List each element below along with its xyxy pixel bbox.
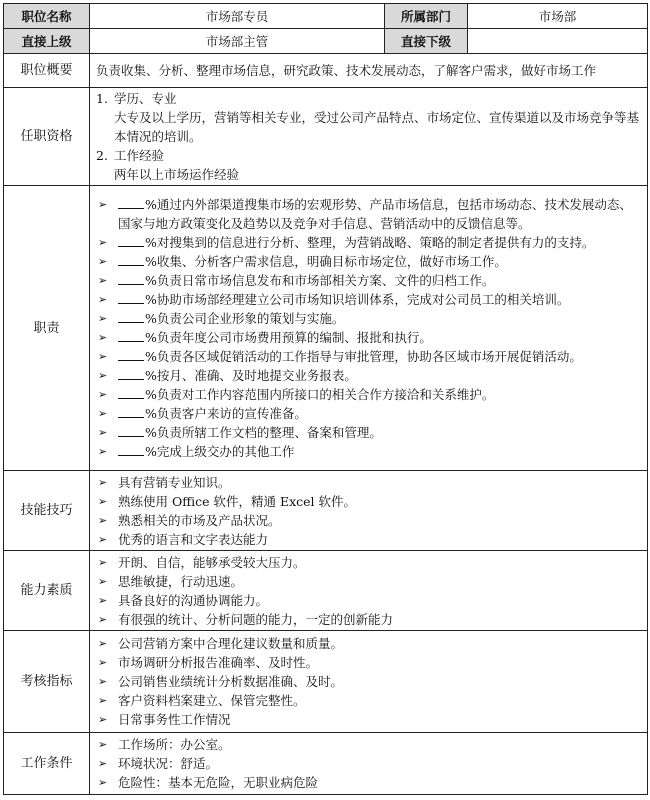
bullet-arrow-icon: ➢ — [98, 574, 108, 588]
abilities-list — [96, 553, 641, 629]
qualifications-row — [4, 88, 648, 186]
qualification-item — [96, 89, 641, 108]
header-row-2 — [4, 29, 648, 54]
bullet-text: 开朗、自信，能够承受较大压力。 — [118, 554, 306, 570]
percentage-blank — [118, 234, 144, 247]
bullet-item — [96, 511, 641, 530]
bullet-arrow-icon: ➢ — [98, 198, 108, 211]
percentage-blank — [118, 196, 144, 209]
overview-row — [4, 54, 648, 88]
overview-label: 职位概要 — [4, 54, 90, 88]
bullet-text: %负责日常市场信息发布和市场部相关方案、文件的归档工作。 — [145, 273, 495, 288]
bullet-item — [96, 252, 641, 271]
percentage-blank — [118, 348, 144, 361]
percentage-blank — [118, 443, 144, 456]
qualifications-label: 任职资格 — [4, 88, 90, 186]
bullet-arrow-icon: ➢ — [98, 388, 108, 401]
direct-superior-value: 市场部主管 — [90, 29, 385, 54]
kpis-row — [4, 631, 648, 733]
bullet-text: %协助市场部经理建立公司市场知识培训体系，完成对公司员工的相关培训。 — [145, 292, 570, 307]
bullet-arrow-icon: ➢ — [98, 532, 108, 546]
bullet-arrow-icon: ➢ — [98, 445, 108, 458]
abilities-label: 能力素质 — [4, 551, 90, 631]
bullet-arrow-icon: ➢ — [98, 236, 108, 249]
bullet-text: %按月、准确、及时地提交业务报表。 — [145, 368, 357, 383]
abilities-row — [4, 551, 648, 631]
percentage-blank — [118, 253, 144, 266]
item-number: 1. — [96, 91, 108, 106]
job-title-value: 市场部专员 — [90, 4, 385, 29]
bullet-text: 熟练使用 Office 软件，精通 Excel 软件。 — [118, 493, 356, 509]
department-value: 市场部 — [468, 4, 648, 29]
bullet-text: 客户资料档案建立、保管完整性。 — [118, 693, 306, 708]
bullet-item — [96, 691, 641, 710]
bullet-text: 有很强的统计、分析问题的能力，一定的创新能力 — [118, 611, 394, 627]
bullet-arrow-icon: ➢ — [98, 656, 108, 669]
skills-label: 技能技巧 — [4, 471, 90, 551]
bullet-item — [96, 754, 641, 773]
bullet-text: 具备良好的沟通协调能力。 — [118, 592, 269, 608]
skills-row — [4, 471, 648, 551]
bullet-item — [96, 492, 641, 511]
bullet-arrow-icon: ➢ — [98, 675, 108, 688]
bullet-text: 市场调研分析报告准确率、及时性。 — [118, 655, 319, 670]
percentage-blank — [118, 272, 144, 285]
bullet-arrow-icon: ➢ — [98, 494, 108, 508]
conditions-list — [96, 735, 641, 792]
bullet-arrow-icon: ➢ — [98, 513, 108, 527]
bullet-arrow-icon: ➢ — [98, 757, 108, 770]
bullet-arrow-icon: ➢ — [98, 738, 108, 751]
percentage-blank — [118, 367, 144, 380]
bullet-item — [96, 271, 641, 290]
bullet-arrow-icon: ➢ — [98, 312, 108, 325]
bullet-arrow-icon: ➢ — [98, 593, 108, 607]
conditions-content — [90, 733, 648, 795]
bullet-arrow-icon: ➢ — [98, 475, 108, 489]
qualification-detail: 大专及以上学历，营销等相关专业，受过公司产品特点、市场定位、宣传渠道以及市场竞争等基本情况的培训。 — [114, 110, 640, 144]
bullet-item — [96, 385, 641, 404]
bullet-item — [96, 195, 641, 233]
direct-subordinate-value — [468, 29, 648, 54]
bullet-text: %负责年度公司市场费用预算的编制、报批和执行。 — [145, 330, 432, 345]
bullet-text: %负责公司企业形象的策划与实施。 — [145, 311, 345, 326]
bullet-text: %负责各区域促销活动的工作指导与审批管理，协助各区域市场开展促销活动。 — [145, 349, 582, 364]
conditions-label: 工作条件 — [4, 733, 90, 795]
kpis-label: 考核指标 — [4, 631, 90, 733]
bullet-item — [96, 442, 641, 461]
bullet-arrow-icon: ➢ — [98, 331, 108, 344]
bullet-text: %对搜集到的信息进行分析、整理，为营销战略、策略的制定者提供有力的支持。 — [145, 235, 595, 250]
duties-row — [4, 186, 648, 471]
abilities-content — [90, 551, 648, 631]
bullet-arrow-icon: ➢ — [98, 694, 108, 707]
bullet-arrow-icon: ➢ — [98, 350, 108, 363]
bullet-text: 优秀的语言和文字表达能力 — [118, 531, 269, 547]
header-row-1 — [4, 4, 648, 29]
bullet-text: %负责所辖工作文档的整理、备案和管理。 — [145, 425, 382, 440]
job-description-table — [3, 3, 648, 795]
bullet-text: 公司营销方案中合理化建议数量和质量。 — [118, 636, 344, 651]
bullet-arrow-icon: ➢ — [98, 274, 108, 287]
percentage-blank — [118, 424, 144, 437]
bullet-item — [96, 553, 641, 572]
kpis-content — [90, 631, 648, 733]
duties-list — [96, 195, 641, 461]
direct-subordinate-label: 直接下级 — [385, 29, 468, 54]
skills-content — [90, 471, 648, 551]
skills-list — [96, 473, 641, 549]
bullet-arrow-icon: ➢ — [98, 426, 108, 439]
bullet-text: 具有营销专业知识。 — [118, 474, 231, 490]
bullet-text: 危险性：基本无危险，无职业病危险 — [118, 775, 319, 790]
percentage-blank — [118, 310, 144, 323]
bullet-item — [96, 530, 641, 549]
bullet-text: 环境状况：舒适。 — [118, 756, 219, 771]
bullet-item — [96, 610, 641, 629]
bullet-item — [96, 591, 641, 610]
bullet-arrow-icon: ➢ — [98, 555, 108, 569]
duties-label: 职责 — [4, 186, 90, 471]
qualification-detail: 两年以上市场运作经验 — [114, 167, 240, 182]
bullet-item — [96, 290, 641, 309]
conditions-row — [4, 733, 648, 795]
qualification-item — [96, 146, 641, 165]
qualification-title: 学历、专业 — [114, 91, 177, 106]
bullet-arrow-icon: ➢ — [98, 713, 108, 726]
job-title-label: 职位名称 — [4, 4, 90, 29]
bullet-item — [96, 710, 641, 729]
bullet-item — [96, 634, 641, 653]
bullet-text: 思维敏捷，行动迅速。 — [118, 573, 244, 589]
bullet-text: %完成上级交办的其他工作 — [145, 444, 295, 459]
percentage-blank — [118, 405, 144, 418]
bullet-text: 工作场所：办公室。 — [118, 737, 231, 752]
item-number: 2. — [96, 148, 108, 163]
duties-content — [90, 186, 648, 471]
bullet-item — [96, 347, 641, 366]
bullet-arrow-icon: ➢ — [98, 637, 108, 650]
bullet-item — [96, 366, 641, 385]
bullet-item — [96, 233, 641, 252]
bullet-item — [96, 735, 641, 754]
bullet-arrow-icon: ➢ — [98, 407, 108, 420]
percentage-blank — [118, 291, 144, 304]
bullet-text: %收集、分析客户需求信息，明确目标市场定位，做好市场工作。 — [145, 254, 507, 269]
overview-text: 负责收集、分析、整理市场信息，研究政策、技术发展动态，了解客户需求，做好市场工作 — [90, 54, 648, 88]
bullet-text: %负责客户来访的宣传准备。 — [145, 406, 307, 421]
job-description-page — [3, 3, 647, 795]
bullet-text: 日常事务性工作情况 — [118, 712, 231, 727]
bullet-text: 熟悉相关的市场及产品状况。 — [118, 512, 281, 528]
bullet-text: %负责对工作内容范围内所接口的相关合作方接洽和关系维护。 — [145, 387, 495, 402]
bullet-item — [96, 653, 641, 672]
bullet-item — [96, 404, 641, 423]
qualification-title: 工作经验 — [114, 148, 165, 163]
bullet-text: %通过内外部渠道搜集市场的宏观形势、产品市场信息，包括市场动态、技术发展动态、国家与地方政策变化及趋势以及竞争对手信息、营销活动中的反馈信息等。 — [118, 197, 632, 231]
bullet-item — [96, 672, 641, 691]
bullet-arrow-icon: ➢ — [98, 293, 108, 306]
bullet-arrow-icon: ➢ — [98, 776, 108, 789]
qualifications-content — [90, 88, 648, 186]
bullet-arrow-icon: ➢ — [98, 612, 108, 626]
bullet-item — [96, 773, 641, 792]
bullet-arrow-icon: ➢ — [98, 255, 108, 268]
percentage-blank — [118, 329, 144, 342]
bullet-item — [96, 473, 641, 492]
department-label: 所属部门 — [385, 4, 468, 29]
bullet-item — [96, 309, 641, 328]
bullet-item — [96, 423, 641, 442]
kpis-list — [96, 634, 641, 729]
percentage-blank — [118, 386, 144, 399]
bullet-item — [96, 572, 641, 591]
bullet-item — [96, 328, 641, 347]
bullet-arrow-icon: ➢ — [98, 369, 108, 382]
direct-superior-label: 直接上级 — [4, 29, 90, 54]
bullet-text: 公司销售业绩统计分析数据准确、及时。 — [118, 674, 344, 689]
